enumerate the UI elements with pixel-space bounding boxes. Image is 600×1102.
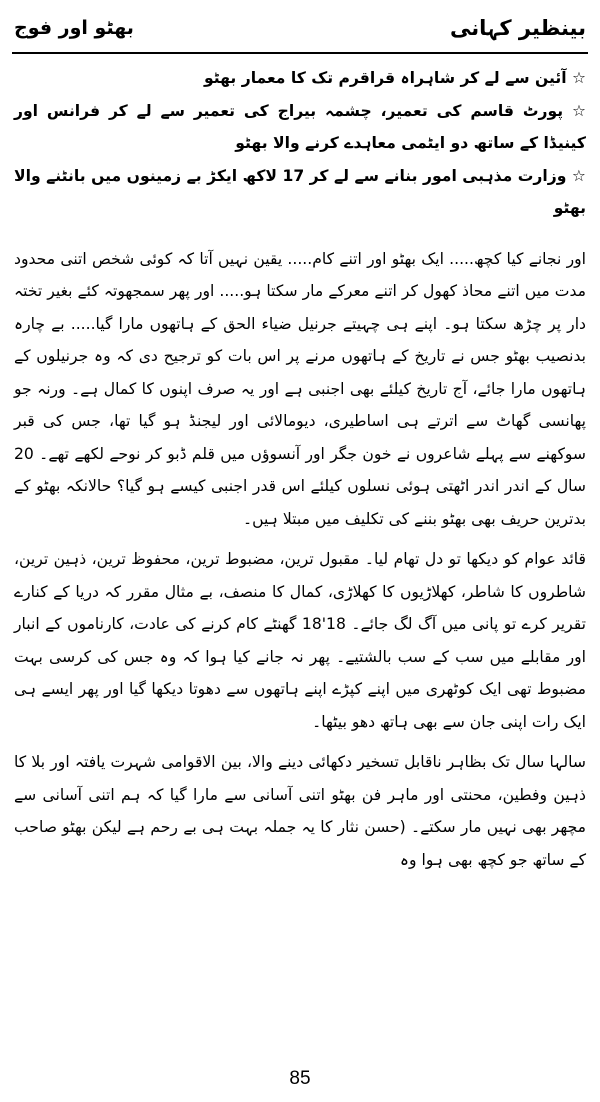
bullet-item: ☆ وزارت مذہبی امور بنانے سے لے کر 17 لاکھ ایکڑ بے زمینوں میں بانٹنے والا بھٹو (14, 166, 586, 217)
page-number: 85 (289, 1068, 311, 1089)
header-divider (12, 52, 588, 54)
bullet-item: ☆ پورٹ قاسم کی تعمیر، چشمہ بیراج کی تعمیر سے لے کر فرانس اور کینیڈا کے ساتھ دو ایٹمی معاہدے کرنے والا بھٹو (14, 101, 586, 152)
page-body (14, 62, 586, 1050)
book-title: بینظیر کہانی (450, 16, 586, 40)
bullet-item: ☆ آئین سے لے کر شاہراہ قراقرم تک کا معمار بھٹو (204, 69, 586, 87)
body-paragraph: سالہا سال تک بظاہر ناقابل تسخیر دکھائی دینے والا، بین الاقوامی شہرت یافتہ اور بلا کا ذہین وفطین، محنتی اور ماہر فن بھٹو اتنی آسانی سے مارا گیا کہ ہم اتنی آسانی سے مچھر بھی نہیں مار سکتے۔ (حسن نثار کا یہ جملہ بہت ہی بے رحم ہے لیکن بھٹو صاحب کے ساتھ جو کچھ بھی ہوا وہ (14, 753, 586, 869)
body-paragraph: قائد عوام کو دیکھا تو دل تھام لیا۔ مقبول ترین، مضبوط ترین، محفوظ ترین، ذہین ترین، شاطروں کا شاطر، کھلاڑیوں کا کھلاڑی، کمال کا منصف، بے مثال مقرر کہ دریا کے کنارے تقریر کرے تو پانی میں آگ لگ جائے۔ 18'18 گھنٹے کام کرنے کی عادت، کارناموں کے انبار اور مقابلے میں سب کے سب بالشتیے۔ پھر نہ جانے کیا ہوا کہ وہ جس کی کرسی بہت مضبوط تھی ایک کوٹھری میں اپنے کپڑے اپنے ہاتھوں سے دھوتا دیکھا گیا اور پھر ایسے ہی ایک رات اپنی جان سے بھی ہاتھ دھو بیٹھا۔ (14, 550, 586, 731)
page-header (14, 8, 586, 48)
chapter-title: بھٹو اور فوج (14, 17, 134, 39)
body-paragraph: اور نجانے کیا کچھ..... ایک بھٹو اور اتنے کام..... یقین نہیں آتا کہ کوئی شخص اتنی محدود مدت میں اتنے محاذ کھول کر اتنے معرکے مار سکتا ہو..... اور پھر سمجھوتہ کئے بغیر تختہ دار پر چڑھ سکتا ہو۔ اپنے ہی چہیتے جرنیل ضیاء الحق کے ہاتھوں مارا گیا..... بے چارہ بدنصیب بھٹو جس نے تاریخ کے ہاتھوں مرنے پر اس بات کو ترجیح دی کہ وہ جرنیلوں کے ہاتھوں مارا جائے، آج تاریخ کیلئے بھی اجنبی ہے اور یہ صرف اپنوں کا کمال ہے۔ ورنہ جو پھانسی گھاٹ سے اترتے ہی اساطیری، دیومالائی اور لیجنڈ ہو گیا تھا، جس کی قبر سوکھنے سے پہلے شاعروں نے خون جگر اور آنسوؤں میں قلم ڈبو کر نوحے لکھے تھے۔ 20 سال کے اندر اندر اٹھتی ہوئی نسلوں کیلئے اس قدر اجنبی کیسے ہو گیا؟ حالانکہ بھٹو کے بدترین حریف بھی بھٹو بننے کی تکلیف میں مبتلا ہیں۔ (14, 249, 586, 528)
spacer (14, 225, 586, 243)
